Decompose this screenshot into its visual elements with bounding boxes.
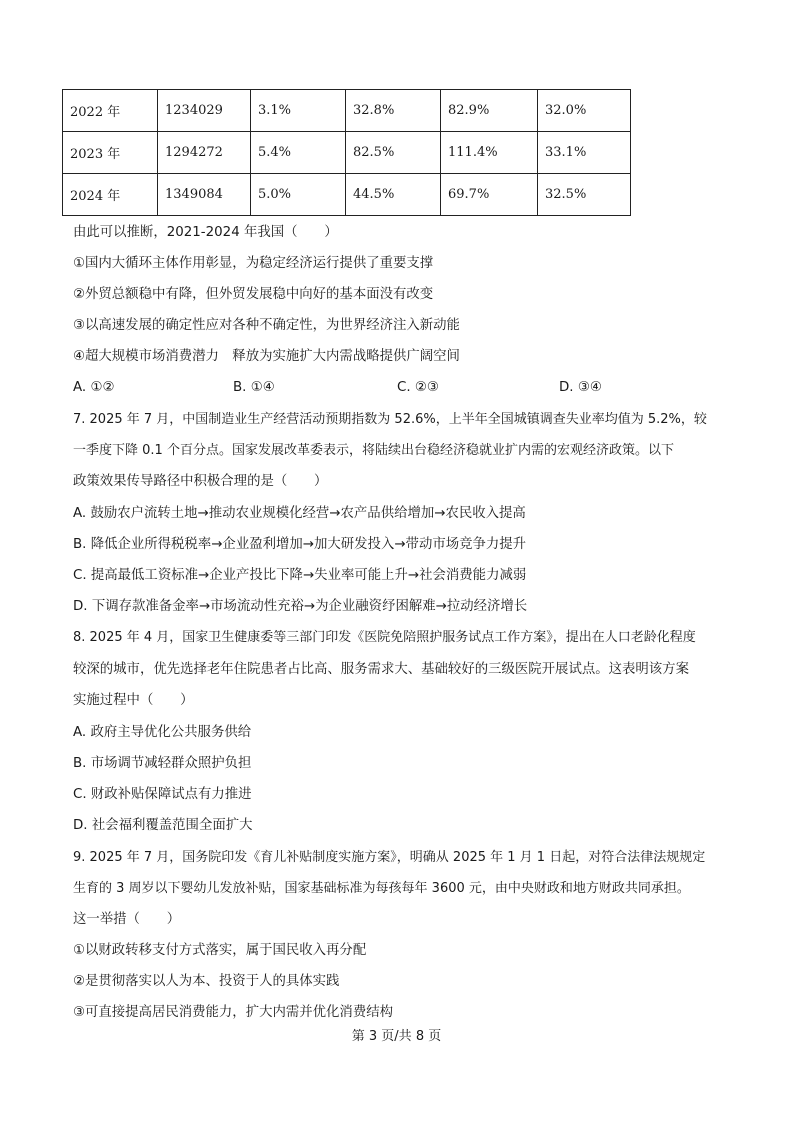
- q8-option-d[interactable]: D. 社会福利覆盖范围全面扩大: [73, 818, 253, 833]
- q8-stem-line: 较深的城市，优先选择老年住院患者占比高、服务需求大、基础较好的三级医院开展试点。这表明该方案: [73, 662, 689, 677]
- table-cell: 2022 年: [63, 90, 158, 132]
- q6-option-a[interactable]: A. ①②: [73, 380, 115, 395]
- table-cell: 5.0%: [251, 174, 346, 216]
- q8-option-a[interactable]: A. 政府主导优化公共服务供给: [73, 725, 252, 740]
- q9-stem-line: 9. 2025 年 7 月，国务院印发《育儿补贴制度实施方案》，明确从 2025 年 1 月 1 日起，对符合法律法规规定: [73, 850, 706, 865]
- q6-option-d[interactable]: D. ③④: [559, 380, 602, 395]
- data-table: [62, 89, 631, 216]
- table-cell: 32.0%: [538, 90, 631, 132]
- table-cell: 82.9%: [441, 90, 538, 132]
- table-cell: 32.8%: [346, 90, 441, 132]
- table-cell: 111.4%: [441, 132, 538, 174]
- q8-stem-line: 8. 2025 年 4 月，国家卫生健康委等三部门印发《医院免陪照护服务试点工作方案》，提出在人口老龄化程度: [73, 630, 696, 645]
- q7-option-c[interactable]: C. 提高最低工资标准→企业产投比下降→失业率可能上升→社会消费能力减弱: [73, 568, 527, 583]
- q6-option-c[interactable]: C. ②③: [397, 380, 439, 395]
- page-footer: 第 3 页/共 8 页: [351, 1029, 442, 1044]
- table-cell: 3.1%: [251, 90, 346, 132]
- q7-stem-line: 7. 2025 年 7 月，中国制造业生产经营活动预期指数为 52.6%，上半年全国城镇调查失业率均值为 5.2%，较: [73, 412, 707, 427]
- q7-stem-line: 政策效果传导路径中积极合理的是（ ）: [73, 474, 328, 489]
- table-cell: 32.5%: [538, 174, 631, 216]
- q9-statement: ②是贯彻落实以人为本、投资于人的具体实践: [73, 974, 340, 989]
- q7-option-a[interactable]: A. 鼓励农户流转土地→推动农业规模化经营→农产品供给增加→农民收入提高: [73, 506, 526, 521]
- table-row: [63, 90, 631, 132]
- q7-option-d[interactable]: D. 下调存款准备金率→市场流动性充裕→为企业融资纾困解难→拉动经济增长: [73, 599, 528, 614]
- table-cell: 5.4%: [251, 132, 346, 174]
- table-cell: 33.1%: [538, 132, 631, 174]
- table-cell: 69.7%: [441, 174, 538, 216]
- q9-statement: ③可直接提高居民消费能力，扩大内需并优化消费结构: [73, 1005, 393, 1020]
- q6-statement: ②外贸总额稳中有降，但外贸发展稳中向好的基本面没有改变: [73, 287, 434, 302]
- q9-stem-line: 生育的 3 周岁以下婴幼儿发放补贴，国家基础标准为每孩每年 3600 元，由中央财政和地方财政共同承担。: [73, 881, 690, 896]
- q8-option-c[interactable]: C. 财政补贴保障试点有力推进: [73, 787, 252, 802]
- table-cell: 1294272: [158, 132, 251, 174]
- table-cell: 1349084: [158, 174, 251, 216]
- q6-options: [73, 380, 633, 400]
- table-cell: 82.5%: [346, 132, 441, 174]
- q6-option-b[interactable]: B. ①④: [233, 380, 275, 395]
- q7-option-b[interactable]: B. 降低企业所得税税率→企业盈利增加→加大研发投入→带动市场竞争力提升: [73, 537, 527, 552]
- table-cell: 44.5%: [346, 174, 441, 216]
- q6-statement: ③以高速发展的确定性应对各种不确定性，为世界经济注入新动能: [73, 318, 460, 333]
- q6-statement: ①国内大循环主体作用彰显，为稳定经济运行提供了重要支撑: [73, 256, 434, 271]
- q8-option-b[interactable]: B. 市场调节减轻群众照护负担: [73, 756, 252, 771]
- q8-stem-line: 实施过程中（ ）: [73, 693, 194, 708]
- q6-statement: ④超大规模市场消费潜力 释放为实施扩大内需战略提供广阔空间: [73, 349, 460, 364]
- table-cell: 2023 年: [63, 132, 158, 174]
- q9-stem-line: 这一举措（ ）: [73, 912, 181, 927]
- q6-stem: 由此可以推断，2021-2024 年我国（ ）: [73, 225, 338, 240]
- q9-statement: ①以财政转移支付方式落实，属于国民收入再分配: [73, 943, 367, 958]
- q7-stem-line: 一季度下降 0.1 个百分点。国家发展改革委表示，将陆续出台稳经济稳就业扩内需的宏观经济政策。以下: [73, 443, 674, 458]
- table-row: [63, 174, 631, 216]
- table-cell: 2024 年: [63, 174, 158, 216]
- table-cell: 1234029: [158, 90, 251, 132]
- table-row: [63, 132, 631, 174]
